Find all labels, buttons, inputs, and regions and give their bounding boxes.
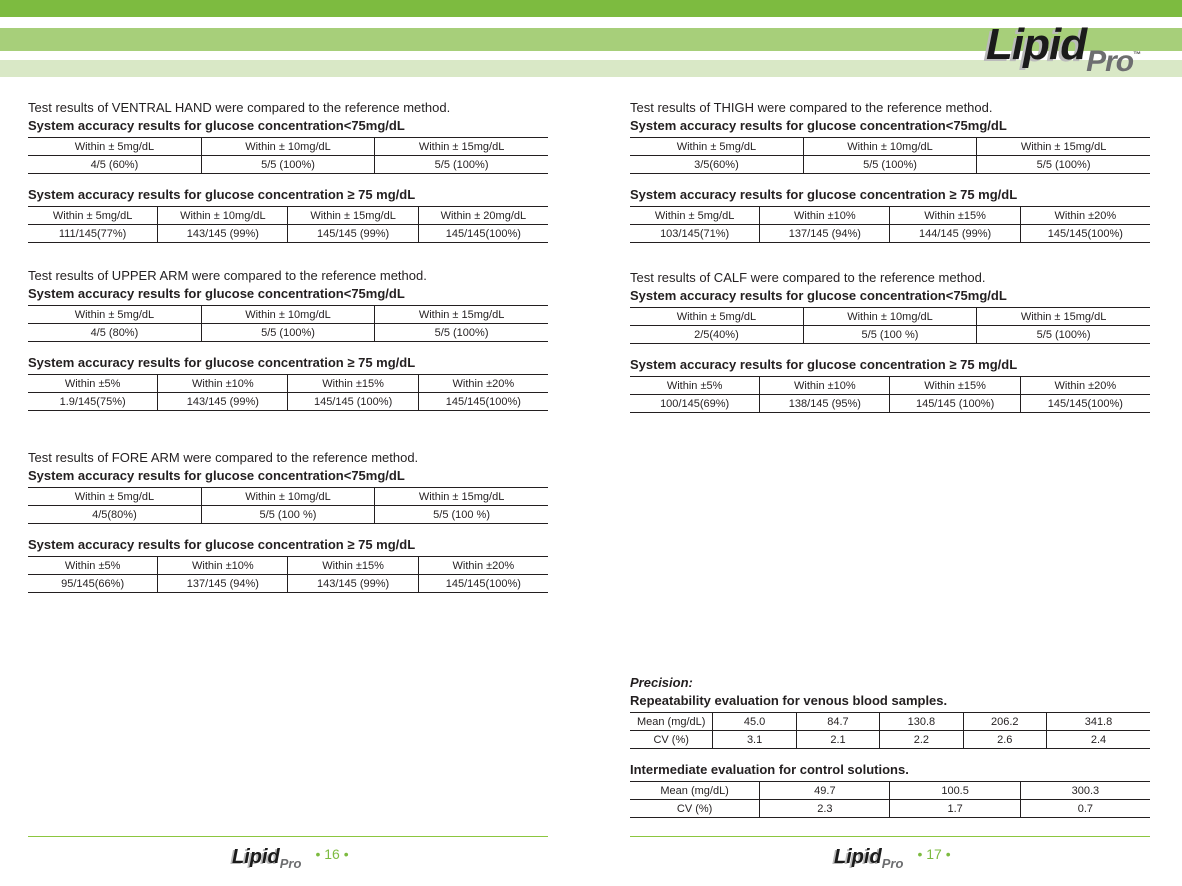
page-number: • 16 • (315, 846, 349, 862)
spacer (630, 344, 1150, 356)
table-cell: 137/145 (94%) (158, 575, 288, 593)
table-cell: 0.7 (1020, 800, 1150, 818)
table-cell: Within ± 10mg/dL (201, 306, 374, 324)
table-cell: Within ± 10mg/dL (803, 308, 976, 326)
low-concentration-table (630, 307, 1150, 344)
high-heading: System accuracy results for glucose concentration ≥ 75 mg/dL (28, 187, 416, 202)
high-concentration-table (630, 376, 1150, 413)
table-row (630, 713, 1150, 731)
high-concentration-table (28, 374, 548, 411)
table-row (630, 308, 1150, 326)
table-cell: Within ±20% (1020, 207, 1150, 225)
table-cell: 143/145 (99%) (158, 225, 288, 243)
table-cell: 145/145(100%) (1020, 225, 1150, 243)
table-cell: 95/145(66%) (28, 575, 158, 593)
spacer (28, 524, 548, 536)
high-concentration-table (28, 556, 548, 593)
table-cell: Within ±10% (158, 557, 288, 575)
table-cell: 145/145 (99%) (288, 225, 418, 243)
table-cell: 145/145(100%) (418, 225, 548, 243)
table-cell: 100.5 (890, 782, 1020, 800)
table-row (630, 377, 1150, 395)
spacer (28, 342, 548, 354)
table-row (28, 375, 548, 393)
table-cell: 145/145 (100%) (288, 393, 418, 411)
table-cell: Within ± 5mg/dL (28, 138, 201, 156)
table-cell: 138/145 (95%) (760, 395, 890, 413)
table-row (28, 156, 548, 174)
table-cell: 100/145(69%) (630, 395, 760, 413)
table-cell: 45.0 (713, 713, 796, 731)
low-concentration-table (28, 137, 548, 174)
table-cell: Within ±15% (890, 207, 1020, 225)
table-cell: Within ± 5mg/dL (630, 138, 803, 156)
repeatability-heading: Repeatability evaluation for venous blood samples. (630, 693, 948, 708)
table-cell: 143/145 (99%) (158, 393, 288, 411)
table-cell: 145/145(100%) (418, 393, 548, 411)
table-cell: 2.6 (963, 731, 1046, 749)
table-cell: Within ± 10mg/dL (803, 138, 976, 156)
low-heading: System accuracy results for glucose concentration<75mg/dL (28, 468, 405, 483)
table-cell: 84.7 (796, 713, 879, 731)
precision-section (630, 674, 1150, 818)
table-cell: 143/145 (99%) (288, 575, 418, 593)
page-16 (28, 0, 548, 886)
spacer (28, 174, 548, 186)
table-cell: Within ±15% (288, 557, 418, 575)
low-heading: System accuracy results for glucose concentration<75mg/dL (28, 286, 405, 301)
table-row (28, 393, 548, 411)
table-cell: Within ± 15mg/dL (977, 308, 1150, 326)
table-cell: 341.8 (1046, 713, 1150, 731)
results-section (28, 99, 548, 243)
table-cell: Within ± 5mg/dL (28, 306, 201, 324)
low-concentration-table (28, 305, 548, 342)
table-cell: 5/5 (100%) (977, 326, 1150, 344)
table-cell: Within ±15% (288, 375, 418, 393)
section-intro: Test results of CALF were compared to the reference method. (630, 270, 986, 285)
logo-suffix: Pro (279, 856, 302, 871)
table-cell: 5/5 (100%) (375, 156, 548, 174)
table-cell: Within ± 20mg/dL (418, 207, 548, 225)
table-cell: 145/145(100%) (1020, 395, 1150, 413)
table-cell: Within ± 15mg/dL (375, 306, 548, 324)
table-cell: Within ± 10mg/dL (201, 138, 374, 156)
footer-right (834, 846, 951, 869)
high-heading: System accuracy results for glucose concentration ≥ 75 mg/dL (630, 357, 1018, 372)
table-row (28, 225, 548, 243)
table-cell: Within ± 5mg/dL (630, 308, 803, 326)
table-row (28, 306, 548, 324)
table-cell: 4/5 (60%) (28, 156, 201, 174)
table-cell: Within ±15% (890, 377, 1020, 395)
low-heading: System accuracy results for glucose concentration<75mg/dL (28, 118, 405, 133)
table-cell: Within ± 15mg/dL (288, 207, 418, 225)
table-row (28, 488, 548, 506)
table-row (28, 575, 548, 593)
low-concentration-table (28, 487, 548, 524)
table-cell: Within ±20% (418, 557, 548, 575)
table-row (630, 395, 1150, 413)
table-cell: Within ±5% (630, 377, 760, 395)
table-row (28, 506, 548, 524)
precision-title: Precision: (630, 675, 693, 690)
table-cell: 49.7 (760, 782, 890, 800)
table-cell: 2.1 (796, 731, 879, 749)
table-cell: Mean (mg/dL) (630, 713, 713, 731)
page-17 (630, 0, 1150, 886)
table-cell: Within ± 5mg/dL (28, 488, 201, 506)
repeatability-table (630, 712, 1150, 749)
table-row (630, 225, 1150, 243)
logo-word: Lipid (986, 20, 1087, 69)
table-cell: 1.7 (890, 800, 1020, 818)
table-cell: CV (%) (630, 800, 760, 818)
table-row (28, 324, 548, 342)
table-row (630, 156, 1150, 174)
table-cell: 145/145(100%) (418, 575, 548, 593)
low-concentration-table (630, 137, 1150, 174)
table-cell: Within ± 5mg/dL (630, 207, 760, 225)
table-row (630, 138, 1150, 156)
table-cell: Within ± 10mg/dL (201, 488, 374, 506)
table-cell: 5/5 (100%) (375, 324, 548, 342)
table-cell: Mean (mg/dL) (630, 782, 760, 800)
table-cell: Within ±20% (418, 375, 548, 393)
section-intro: Test results of UPPER ARM were compared to the reference method. (28, 268, 427, 283)
table-row (630, 207, 1150, 225)
table-row (630, 800, 1150, 818)
table-cell: 300.3 (1020, 782, 1150, 800)
table-cell: 2.3 (760, 800, 890, 818)
table-cell: 5/5 (100 %) (803, 326, 976, 344)
table-cell: 2/5(40%) (630, 326, 803, 344)
table-cell: Within ±5% (28, 557, 158, 575)
results-section (28, 449, 548, 593)
table-cell: 5/5 (100%) (977, 156, 1150, 174)
low-heading: System accuracy results for glucose concentration<75mg/dL (630, 288, 1007, 303)
low-heading: System accuracy results for glucose concentration<75mg/dL (630, 118, 1007, 133)
table-cell: 206.2 (963, 713, 1046, 731)
section-intro: Test results of VENTRAL HAND were compared to the reference method. (28, 100, 451, 115)
logo-word: Lipid (232, 846, 280, 868)
logo-word: Lipid (834, 846, 882, 868)
table-cell: 3.1 (713, 731, 796, 749)
table-cell: Within ± 15mg/dL (375, 488, 548, 506)
high-concentration-table (28, 206, 548, 243)
table-row (630, 731, 1150, 749)
table-cell: 4/5(80%) (28, 506, 201, 524)
section-intro: Test results of THIGH were compared to the reference method. (630, 100, 993, 115)
table-cell: 5/5 (100%) (201, 156, 374, 174)
table-cell: CV (%) (630, 731, 713, 749)
spacer (630, 174, 1150, 186)
table-row (28, 138, 548, 156)
table-cell: 3/5(60%) (630, 156, 803, 174)
logo-tm: ™ (1133, 50, 1141, 59)
logo-suffix: Pro (1086, 45, 1134, 78)
table-cell: 1.9/145(75%) (28, 393, 158, 411)
high-concentration-table (630, 206, 1150, 243)
table-cell: 5/5 (100 %) (201, 506, 374, 524)
footer-left (232, 846, 349, 869)
table-cell: 144/145 (99%) (890, 225, 1020, 243)
table-cell: Within ± 10mg/dL (158, 207, 288, 225)
table-cell: Within ± 15mg/dL (977, 138, 1150, 156)
table-cell: Within ±10% (760, 207, 890, 225)
table-row (630, 782, 1150, 800)
footer-logo (232, 846, 301, 869)
results-section (630, 99, 1150, 243)
table-row (28, 557, 548, 575)
table-cell: 5/5 (100 %) (375, 506, 548, 524)
table-cell: 130.8 (880, 713, 963, 731)
footer-rule-right (630, 836, 1150, 837)
intermediate-heading: Intermediate evaluation for control solutions. (630, 762, 909, 777)
high-heading: System accuracy results for glucose concentration ≥ 75 mg/dL (28, 355, 416, 370)
table-cell: 2.2 (880, 731, 963, 749)
results-section (28, 267, 548, 411)
section-intro: Test results of FORE ARM were compared to the reference method. (28, 450, 419, 465)
table-cell: 103/145(71%) (630, 225, 760, 243)
table-cell: Within ±10% (760, 377, 890, 395)
logo-suffix: Pro (881, 856, 904, 871)
high-heading: System accuracy results for glucose concentration ≥ 75 mg/dL (28, 537, 416, 552)
table-cell: 111/145(77%) (28, 225, 158, 243)
table-cell: Within ±20% (1020, 377, 1150, 395)
table-cell: 5/5 (100%) (201, 324, 374, 342)
table-cell: Within ± 5mg/dL (28, 207, 158, 225)
table-cell: 137/145 (94%) (760, 225, 890, 243)
table-cell: 4/5 (80%) (28, 324, 201, 342)
intermediate-table (630, 781, 1150, 818)
table-cell: 5/5 (100%) (803, 156, 976, 174)
page-number: • 17 • (917, 846, 951, 862)
footer-rule-left (28, 836, 548, 837)
table-cell: Within ±5% (28, 375, 158, 393)
table-row (630, 326, 1150, 344)
footer-logo (834, 846, 903, 869)
table-cell: Within ± 15mg/dL (375, 138, 548, 156)
table-cell: 2.4 (1046, 731, 1150, 749)
table-cell: Within ±10% (158, 375, 288, 393)
table-cell: 145/145 (100%) (890, 395, 1020, 413)
high-heading: System accuracy results for glucose concentration ≥ 75 mg/dL (630, 187, 1018, 202)
table-row (28, 207, 548, 225)
results-section (630, 269, 1150, 413)
